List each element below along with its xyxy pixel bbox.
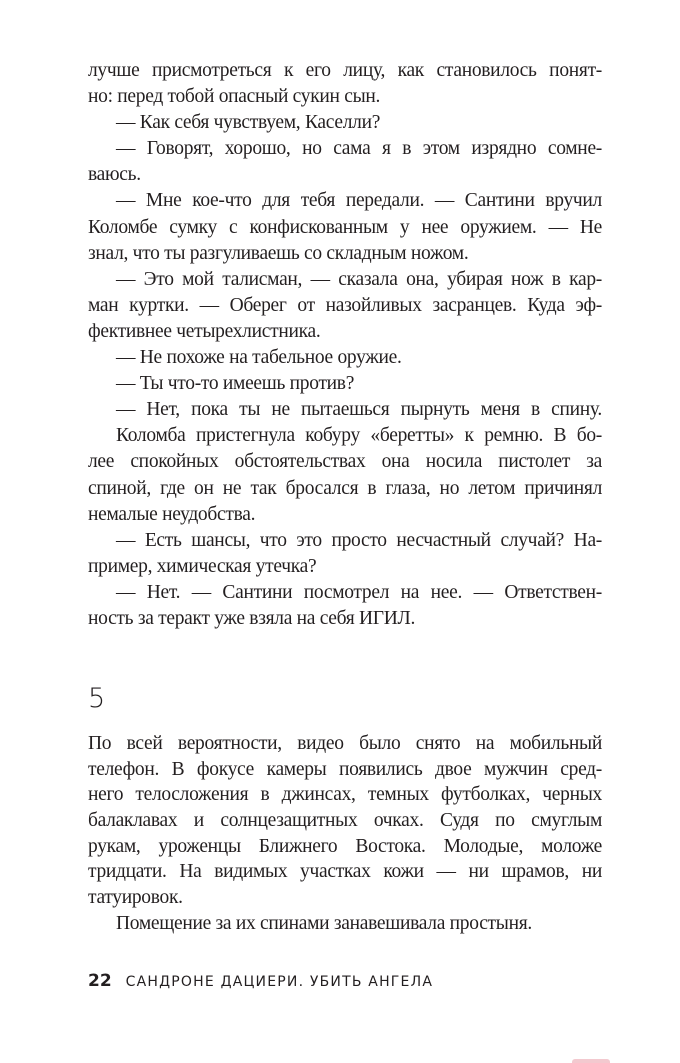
text-line: Коломба пристегнула кобуру «беретты» к ремню. В бо- [116, 425, 602, 447]
text-line: рукам, уроженцы Ближнего Востока. Молодые, моложе [88, 835, 602, 857]
text-line: пример, химическая утечка? [88, 555, 317, 577]
text-line: ность за теракт уже взяла на себя ИГИЛ. [88, 607, 416, 629]
page-number: 22 [88, 971, 112, 991]
text-line: лучше присмотреться к его лицу, как становилось понят- [88, 60, 602, 81]
text-block-dialogue [88, 58, 602, 632]
running-title: САНДРОНЕ ДАЦИЕРИ. УБИТЬ АНГЕЛА [125, 974, 434, 990]
text-line: — Ты что-то имеешь против? [116, 373, 355, 395]
text-line: — Не похоже на табельное оружие. [116, 347, 402, 369]
text-line: Помещение за их спинами занавешивала простыня. [116, 912, 532, 934]
scan-edge-mark [572, 1059, 610, 1063]
text-line: тридцати. На видимых участках кожи — ни шрамов, ни [88, 861, 602, 883]
text-line: фективнее четырехлистника. [88, 320, 321, 342]
text-line: ман куртки. — Оберег от назойливых засранцев. Куда эф- [88, 294, 602, 316]
text-line: ваюсь. [88, 164, 141, 186]
text-line: лее спокойных обстоятельствах она носила пистолет за [88, 451, 602, 473]
text-line: него телосложения в джинсах, темных футболках, черных [88, 784, 602, 806]
text-line: — Есть шансы, что это просто несчастный случай? На- [116, 529, 602, 551]
text-line: телефон. В фокусе камеры появились двое мужчин сред- [88, 758, 602, 780]
text-line: немалые неудобства. [88, 503, 256, 525]
text-line: знал, что ты разгуливаешь со складным ножом. [88, 242, 469, 264]
text-line: — Нет. — Сантини посмотрел на нее. — Ответствен- [116, 581, 602, 603]
text-line: — Нет, пока ты не пытаешься пырнуть меня в спину. [116, 399, 602, 421]
text-line: — Говорят, хорошо, но сама я в этом изрядно сомне- [116, 138, 602, 160]
text-line: По всей вероятности, видео было снято на мобильный [88, 733, 602, 754]
text-line: — Мне кое-что для тебя передали. — Сантини вручил [116, 190, 602, 212]
text-line: спиной, где он не так бросался в глаза, но летом причинял [88, 477, 602, 499]
text-line: — Как себя чувствуем, Каселли? [116, 112, 381, 134]
text-line: Коломбе сумку с конфискованным у нее оружием. — Не [88, 216, 602, 238]
text-line: балаклавах и солнцезащитных очках. Судя по смуглым [88, 810, 602, 832]
text-line: — Это мой талисман, — сказала она, убирая нож в кар- [116, 268, 602, 290]
text-block-chapter-5 [88, 731, 602, 937]
chapter-number: 5 [88, 683, 106, 714]
text-line: но: перед тобой опасный сукин сын. [88, 86, 381, 108]
page-footer [88, 971, 433, 991]
text-line: татуировок. [88, 887, 183, 909]
